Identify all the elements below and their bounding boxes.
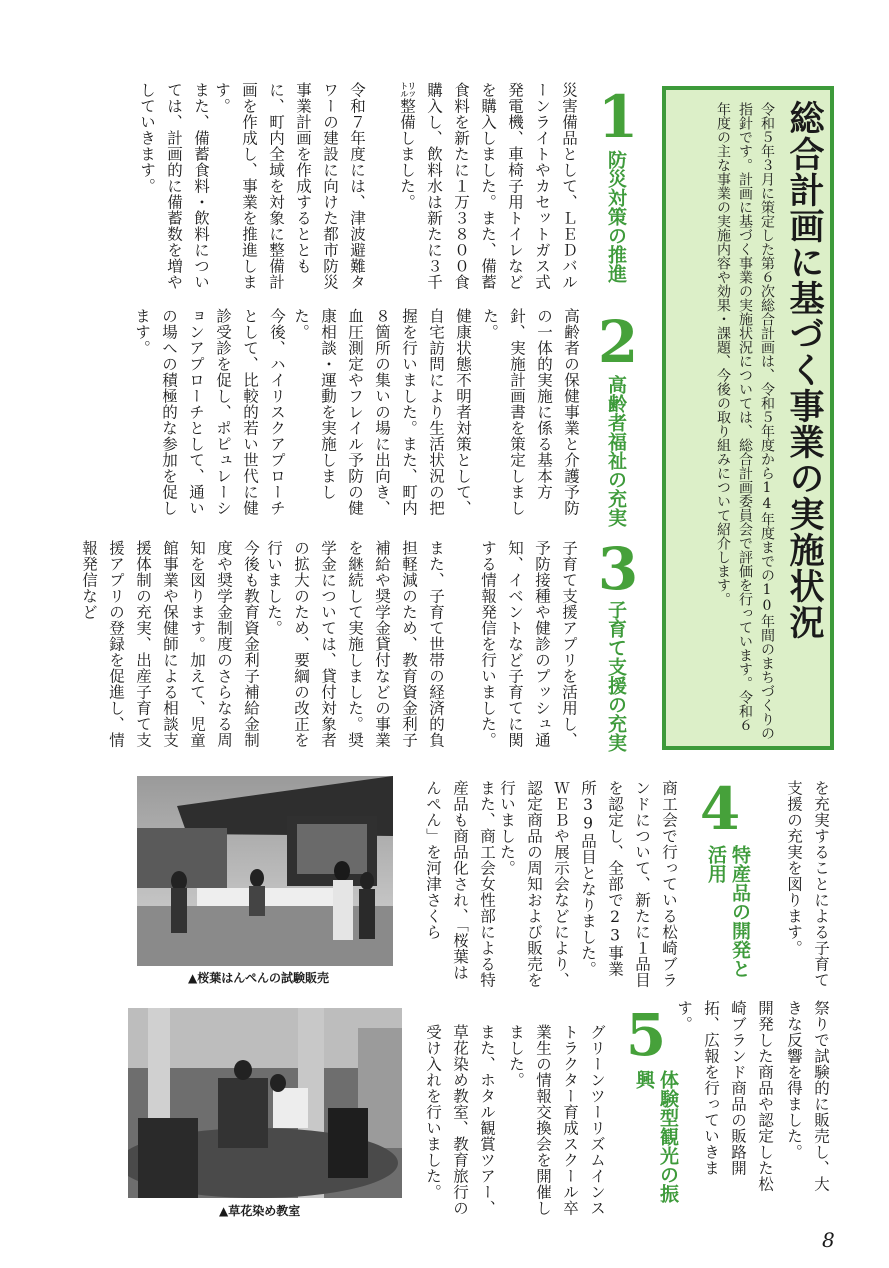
section-3-heading: 子育て支援の充実 — [605, 600, 627, 752]
section-3-text-b: また、子育て世帯の経済的負担軽減のため、教育資金利子補給や奨学金貸付などの事業を継続して実施しました。奨学金については、貸付対象者の拡大のため、要綱の改正を行いました。 — [265, 540, 445, 748]
section-1-text-b: 令和７年度には、津波避難タワーの建設に向けた都市防災事業計画を作成するとともに、町内全域を対象に整備計画を作成し、事業を推進します。 — [213, 82, 366, 290]
section-3-text-a: 子育て支援アプリを活用し、予防接種や健診のプッシュ通知、イベントなど子育てに関する情報発信を行いました。 — [479, 540, 578, 748]
section-4-text-b: また、商工会女性部による特産品も商品化され、「桜葉はんぺん」を河津さくら — [424, 780, 496, 988]
title-box — [662, 86, 834, 750]
section-3-text-d: を充実することによる子育て支援の充実を図ります。 — [785, 780, 830, 988]
section-4-text-d: 開発した商品や認定した松崎ブランド商品の販路開拓、広報を行っていきます。 — [675, 1000, 774, 1192]
section-4-text-a: 商工会で行っている松崎ブランドについて、新たに１品目を認定し、全部で23事業所39品目となりました。ＷＥＢや展示会などにより、認定商品の周知および販売を行いました。 — [498, 780, 678, 988]
section-1-heading: 防災対策の推進 — [605, 150, 627, 283]
intro-text: 令和５年３月に策定した第６次総合計画は、令和５年度から14年度までの10年間のまちづくりの指針です。計画に基づく事業の実施状況については、総合計画委員会で評価を行っています。令和６年度の主な事業の実施内容や効果・課題、今後の取り組みについて紹介します。 — [715, 102, 775, 740]
section-5-number: 5 — [625, 1001, 667, 1069]
section-3-number: 3 — [597, 535, 639, 603]
section-2-number: 2 — [597, 308, 639, 376]
photo-2-caption: ▲草花染め教室 — [219, 1204, 301, 1218]
section-1-text-c: また、備蓄食料・飲料については、計画的に備蓄数を増やしていきます。 — [138, 82, 210, 290]
section-4-heading: 特産品の開発と活用 — [705, 845, 751, 978]
section-1-text-a: 災害備品として、ＬＥＤバルーンライトやカセットガス式発電機、車椅子用トイレなどを購入しました。また、備蓄食料を新たに１万３８００食購入し、飲料水は新たに３千㍑整備しました。 — [398, 82, 578, 290]
page-number: 8 — [822, 1228, 835, 1252]
page-title: 総合計画に基づく事業の実施状況 — [784, 100, 824, 640]
section-3-text-c: 今後も教育資金利子補給金制度や奨学金制度のさらなる周知を図ります。加えて、児童館事業や保健師による相談支援体制の充実、出産子育て支援アプリの登録を促進し、情報発信など — [80, 540, 260, 748]
section-2-text-b: 健康状態不明者対策として、自宅訪問により生活状況の把握を行いました。また、町内８箇所の集いの場に出向き、血圧測定やフレイル予防の健康相談・運動を実施しました。 — [292, 308, 472, 516]
section-2-text-c: 今後、ハイリスクアプローチとして、比較的若い世代に健診受診を促し、ポピュレーションアプローチとして、通いの場への積極的な参加を促します。 — [133, 308, 286, 516]
photo-flower-dyeing-class — [128, 1008, 402, 1198]
photo-1-caption: ▲桜葉はんぺんの試験販売 — [188, 971, 329, 985]
section-5-text-a: グリーンツーリズムインストラクター育成スクール卒業生の情報交換会を開催しました。 — [507, 1024, 606, 1216]
section-1-number: 1 — [597, 83, 639, 151]
section-2-heading: 高齢者福祉の充実 — [605, 375, 627, 527]
section-4-number: 4 — [699, 775, 741, 843]
section-4-text-c: 祭りで試験的に販売し、大きな反響を得ました。 — [785, 1000, 830, 1192]
section-2-text-a: 高齢者の保健事業と介護予防の一体的実施に係る基本方針、実施計画書を策定しました。 — [481, 308, 580, 516]
section-5-text-b: また、ホタル観賞ツアー、草花染め教室、教育旅行の受け入れを行いました。 — [424, 1024, 496, 1216]
photo-sakuraba-hanpen-sale — [137, 776, 393, 966]
section-5-heading: 体験型観光の振興 — [633, 1070, 679, 1203]
